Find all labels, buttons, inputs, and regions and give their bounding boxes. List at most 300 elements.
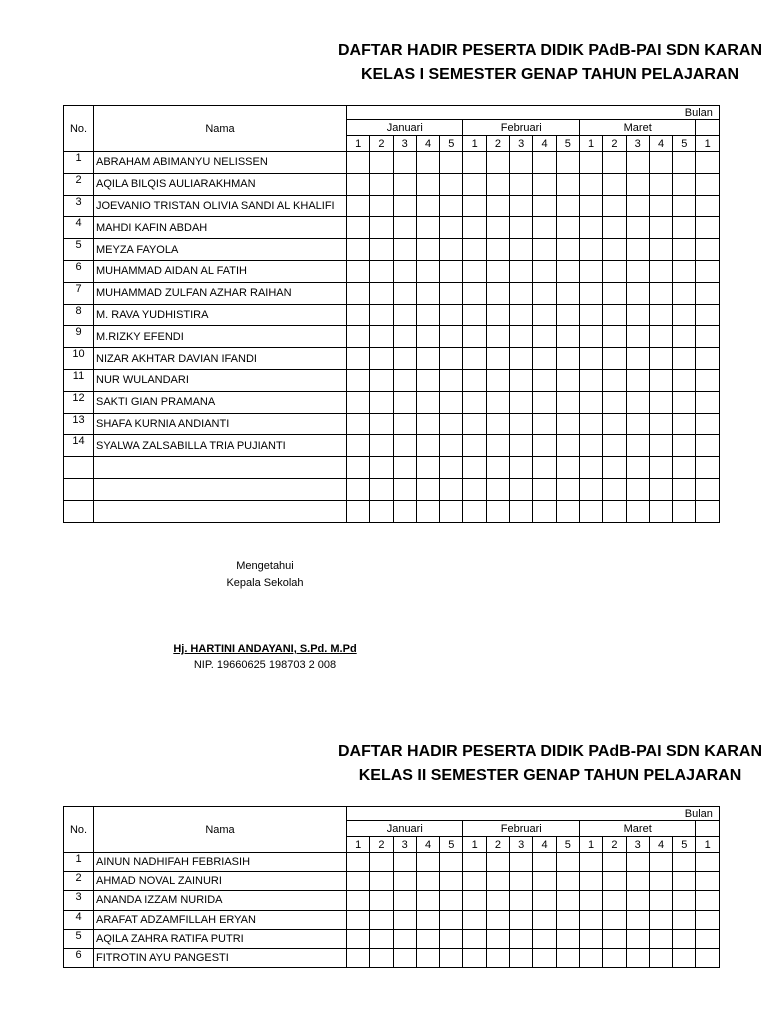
attendance-cell <box>416 304 439 326</box>
day-header: 3 <box>393 837 416 853</box>
student-number: 5 <box>64 929 94 948</box>
attendance-cell <box>556 217 579 239</box>
student-row <box>64 152 720 174</box>
attendance-cell <box>393 326 416 348</box>
attendance-cell <box>603 304 626 326</box>
attendance-cell <box>649 457 672 479</box>
attendance-cell <box>626 369 649 391</box>
attendance-cell <box>556 910 579 929</box>
attendance-cell <box>696 260 719 282</box>
attendance-cell <box>603 891 626 910</box>
attendance-cell <box>696 369 719 391</box>
attendance-cell <box>510 304 533 326</box>
attendance-cell <box>649 910 672 929</box>
attendance-cell <box>696 217 719 239</box>
attendance-cell <box>649 152 672 174</box>
attendance-cell <box>370 500 393 522</box>
attendance-cell <box>603 391 626 413</box>
attendance-cell <box>673 195 696 217</box>
attendance-cell <box>533 500 556 522</box>
attendance-cell <box>533 413 556 435</box>
attendance-cell <box>556 478 579 500</box>
attendance-cell <box>486 910 509 929</box>
attendance-cell <box>463 910 486 929</box>
attendance-cell <box>440 929 463 948</box>
attendance-cell <box>347 478 370 500</box>
student-row <box>64 872 720 891</box>
day-header: 3 <box>510 837 533 853</box>
attendance-cell <box>416 910 439 929</box>
attendance-cell <box>673 929 696 948</box>
attendance-cell <box>603 929 626 948</box>
attendance-cell <box>347 282 370 304</box>
attendance-cell <box>463 948 486 967</box>
sheet1-title-line1: DAFTAR HADIR PESERTA DIDIK PAdB-PAI SDN KARAN <box>338 42 762 59</box>
attendance-cell <box>393 929 416 948</box>
attendance-table-kelas-2 <box>63 806 720 968</box>
attendance-cell <box>533 929 556 948</box>
attendance-cell <box>533 369 556 391</box>
attendance-cell <box>626 457 649 479</box>
attendance-cell <box>696 391 719 413</box>
attendance-cell <box>533 891 556 910</box>
student-number: 12 <box>64 391 94 413</box>
attendance-cell <box>440 326 463 348</box>
student-number: 6 <box>64 948 94 967</box>
attendance-cell <box>556 282 579 304</box>
attendance-cell <box>393 282 416 304</box>
attendance-cell <box>486 239 509 261</box>
attendance-cell <box>416 260 439 282</box>
attendance-cell <box>370 239 393 261</box>
attendance-cell <box>556 260 579 282</box>
attendance-cell <box>579 282 602 304</box>
student-row <box>64 910 720 929</box>
attendance-cell <box>416 478 439 500</box>
attendance-cell <box>649 217 672 239</box>
attendance-cell <box>510 891 533 910</box>
nama-column-header: Nama <box>94 807 347 853</box>
attendance-cell <box>370 413 393 435</box>
attendance-cell <box>393 500 416 522</box>
attendance-cell <box>579 435 602 457</box>
attendance-cell <box>347 217 370 239</box>
attendance-cell <box>416 239 439 261</box>
attendance-cell <box>440 872 463 891</box>
attendance-cell <box>603 872 626 891</box>
day-header: 1 <box>347 837 370 853</box>
attendance-cell <box>579 217 602 239</box>
attendance-cell <box>486 478 509 500</box>
attendance-cell <box>347 239 370 261</box>
attendance-cell <box>533 348 556 370</box>
attendance-cell <box>416 853 439 872</box>
student-row <box>64 217 720 239</box>
student-row <box>64 369 720 391</box>
attendance-cell <box>603 217 626 239</box>
attendance-cell <box>486 872 509 891</box>
day-header: 5 <box>440 837 463 853</box>
attendance-cell <box>556 173 579 195</box>
attendance-cell <box>533 195 556 217</box>
attendance-cell <box>486 369 509 391</box>
attendance-cell <box>696 457 719 479</box>
attendance-cell <box>393 239 416 261</box>
student-name: AHMAD NOVAL ZAINURI <box>94 872 347 891</box>
student-number: 9 <box>64 326 94 348</box>
attendance-cell <box>463 891 486 910</box>
attendance-cell <box>673 500 696 522</box>
student-number: 2 <box>64 872 94 891</box>
attendance-cell <box>673 948 696 967</box>
attendance-cell <box>486 173 509 195</box>
attendance-cell <box>393 435 416 457</box>
attendance-cell <box>696 348 719 370</box>
attendance-cell <box>370 457 393 479</box>
attendance-cell <box>370 195 393 217</box>
attendance-cell <box>603 369 626 391</box>
attendance-cell <box>579 239 602 261</box>
attendance-cell <box>347 500 370 522</box>
day-header: 2 <box>603 837 626 853</box>
attendance-cell <box>579 152 602 174</box>
bulan-header: Bulan <box>347 106 720 120</box>
attendance-cell <box>486 348 509 370</box>
student-row <box>64 435 720 457</box>
attendance-cell <box>533 239 556 261</box>
student-number: 14 <box>64 435 94 457</box>
attendance-cell <box>696 872 719 891</box>
attendance-cell <box>416 195 439 217</box>
attendance-cell <box>416 282 439 304</box>
attendance-cell <box>649 304 672 326</box>
attendance-cell <box>347 853 370 872</box>
no-column-header: No. <box>64 807 94 853</box>
attendance-cell <box>347 173 370 195</box>
attendance-cell <box>347 413 370 435</box>
attendance-cell <box>626 282 649 304</box>
attendance-cell <box>463 369 486 391</box>
attendance-cell <box>649 348 672 370</box>
student-row <box>64 478 720 500</box>
attendance-cell <box>347 304 370 326</box>
attendance-cell <box>486 891 509 910</box>
attendance-cell <box>463 348 486 370</box>
attendance-cell <box>440 348 463 370</box>
attendance-cell <box>486 413 509 435</box>
attendance-cell <box>486 435 509 457</box>
attendance-cell <box>416 173 439 195</box>
attendance-cell <box>603 260 626 282</box>
attendance-cell <box>579 348 602 370</box>
attendance-cell <box>370 369 393 391</box>
attendance-cell <box>463 478 486 500</box>
student-number: 8 <box>64 304 94 326</box>
month-header-blank <box>696 120 719 136</box>
attendance-cell <box>440 304 463 326</box>
attendance-cell <box>510 929 533 948</box>
attendance-cell <box>370 478 393 500</box>
attendance-cell <box>673 413 696 435</box>
attendance-cell <box>463 435 486 457</box>
attendance-cell <box>463 326 486 348</box>
attendance-cell <box>603 910 626 929</box>
attendance-cell <box>416 152 439 174</box>
attendance-cell <box>696 929 719 948</box>
attendance-cell <box>370 853 393 872</box>
attendance-cell <box>393 478 416 500</box>
attendance-cell <box>510 369 533 391</box>
attendance-cell <box>533 260 556 282</box>
attendance-cell <box>440 910 463 929</box>
attendance-cell <box>533 173 556 195</box>
attendance-cell <box>579 195 602 217</box>
attendance-cell <box>393 348 416 370</box>
attendance-cell <box>440 217 463 239</box>
day-header: 4 <box>533 136 556 152</box>
attendance-cell <box>347 260 370 282</box>
attendance-cell <box>463 304 486 326</box>
attendance-cell <box>696 195 719 217</box>
attendance-cell <box>510 391 533 413</box>
day-header: 5 <box>673 837 696 853</box>
attendance-cell <box>696 152 719 174</box>
attendance-cell <box>696 413 719 435</box>
student-name: SYALWA ZALSABILLA TRIA PUJIANTI <box>94 435 347 457</box>
attendance-cell <box>533 478 556 500</box>
attendance-cell <box>556 853 579 872</box>
attendance-cell <box>626 239 649 261</box>
attendance-cell <box>393 872 416 891</box>
attendance-cell <box>510 457 533 479</box>
attendance-cell <box>603 326 626 348</box>
attendance-cell <box>626 173 649 195</box>
student-name: AQILA ZAHRA RATIFA PUTRI <box>94 929 347 948</box>
month-header: Januari <box>347 821 463 837</box>
attendance-cell <box>347 891 370 910</box>
attendance-cell <box>510 152 533 174</box>
student-name: ANANDA IZZAM NURIDA <box>94 891 347 910</box>
attendance-cell <box>673 910 696 929</box>
student-number: 1 <box>64 853 94 872</box>
attendance-cell <box>393 152 416 174</box>
attendance-cell <box>463 173 486 195</box>
student-row <box>64 391 720 413</box>
student-row <box>64 239 720 261</box>
student-number <box>64 478 94 500</box>
attendance-cell <box>579 369 602 391</box>
student-name: MAHDI KAFIN ABDAH <box>94 217 347 239</box>
attendance-cell <box>673 173 696 195</box>
student-name: JOEVANIO TRISTAN OLIVIA SANDI AL KHALIFI <box>94 195 347 217</box>
attendance-cell <box>696 910 719 929</box>
attendance-cell <box>603 195 626 217</box>
attendance-cell <box>626 910 649 929</box>
attendance-cell <box>486 500 509 522</box>
attendance-cell <box>696 173 719 195</box>
attendance-cell <box>510 217 533 239</box>
student-row <box>64 304 720 326</box>
attendance-cell <box>626 500 649 522</box>
attendance-cell <box>440 853 463 872</box>
student-name: ARAFAT ADZAMFILLAH ERYAN <box>94 910 347 929</box>
attendance-cell <box>673 304 696 326</box>
student-row <box>64 948 720 967</box>
attendance-cell <box>463 239 486 261</box>
day-header: 1 <box>463 837 486 853</box>
attendance-cell <box>370 348 393 370</box>
day-header: 2 <box>603 136 626 152</box>
day-header: 5 <box>440 136 463 152</box>
attendance-cell <box>347 348 370 370</box>
attendance-cell <box>579 891 602 910</box>
attendance-cell <box>416 872 439 891</box>
attendance-table-kelas-1 <box>63 105 720 523</box>
attendance-cell <box>463 391 486 413</box>
student-name <box>94 457 347 479</box>
attendance-cell <box>579 872 602 891</box>
attendance-cell <box>510 435 533 457</box>
attendance-cell <box>393 413 416 435</box>
attendance-cell <box>673 391 696 413</box>
attendance-cell <box>533 853 556 872</box>
attendance-cell <box>370 391 393 413</box>
attendance-cell <box>556 872 579 891</box>
attendance-cell <box>510 910 533 929</box>
attendance-cell <box>649 173 672 195</box>
attendance-cell <box>649 413 672 435</box>
attendance-cell <box>626 326 649 348</box>
attendance-cell <box>370 929 393 948</box>
attendance-cell <box>416 891 439 910</box>
attendance-cell <box>440 435 463 457</box>
attendance-cell <box>510 195 533 217</box>
day-header: 3 <box>626 136 649 152</box>
day-header: 3 <box>510 136 533 152</box>
student-name: FITROTIN AYU PANGESTI <box>94 948 347 967</box>
day-header: 1 <box>579 837 602 853</box>
day-header: 4 <box>649 136 672 152</box>
attendance-cell <box>486 260 509 282</box>
attendance-cell <box>579 478 602 500</box>
student-number: 1 <box>64 152 94 174</box>
attendance-cell <box>393 304 416 326</box>
attendance-cell <box>649 195 672 217</box>
attendance-cell <box>486 152 509 174</box>
attendance-cell <box>649 478 672 500</box>
day-header: 1 <box>696 136 719 152</box>
month-header-blank <box>696 821 719 837</box>
attendance-cell <box>626 948 649 967</box>
attendance-cell <box>533 435 556 457</box>
attendance-cell <box>673 891 696 910</box>
student-row <box>64 260 720 282</box>
attendance-cell <box>370 282 393 304</box>
attendance-cell <box>579 910 602 929</box>
attendance-cell <box>673 872 696 891</box>
attendance-cell <box>579 929 602 948</box>
day-header: 1 <box>696 837 719 853</box>
attendance-cell <box>626 853 649 872</box>
attendance-cell <box>579 853 602 872</box>
attendance-cell <box>440 457 463 479</box>
attendance-cell <box>556 948 579 967</box>
attendance-cell <box>649 872 672 891</box>
attendance-cell <box>510 348 533 370</box>
attendance-cell <box>393 853 416 872</box>
attendance-cell <box>556 239 579 261</box>
attendance-cell <box>603 152 626 174</box>
attendance-cell <box>673 348 696 370</box>
student-number: 6 <box>64 260 94 282</box>
attendance-cell <box>463 282 486 304</box>
student-name: NUR WULANDARI <box>94 369 347 391</box>
attendance-cell <box>556 391 579 413</box>
day-header: 3 <box>626 837 649 853</box>
attendance-cell <box>649 435 672 457</box>
attendance-cell <box>370 891 393 910</box>
sheet2-title-line1: DAFTAR HADIR PESERTA DIDIK PAdB-PAI SDN KARAN <box>338 743 762 760</box>
attendance-cell <box>486 282 509 304</box>
attendance-cell <box>486 457 509 479</box>
student-row <box>64 326 720 348</box>
attendance-cell <box>347 929 370 948</box>
attendance-cell <box>626 348 649 370</box>
attendance-cell <box>510 500 533 522</box>
attendance-cell <box>626 195 649 217</box>
attendance-cell <box>347 195 370 217</box>
attendance-cell <box>626 478 649 500</box>
attendance-cell <box>416 326 439 348</box>
attendance-cell <box>579 948 602 967</box>
attendance-cell <box>393 195 416 217</box>
attendance-cell <box>556 891 579 910</box>
day-header: 1 <box>347 136 370 152</box>
student-number: 3 <box>64 891 94 910</box>
attendance-cell <box>579 500 602 522</box>
day-header: 4 <box>533 837 556 853</box>
month-header: Februari <box>463 120 579 136</box>
attendance-cell <box>533 391 556 413</box>
attendance-cell <box>626 872 649 891</box>
attendance-cell <box>556 304 579 326</box>
day-header: 4 <box>416 837 439 853</box>
attendance-cell <box>649 326 672 348</box>
student-name: AINUN NADHIFAH FEBRIASIH <box>94 853 347 872</box>
day-header: 5 <box>556 136 579 152</box>
attendance-cell <box>626 891 649 910</box>
attendance-cell <box>533 217 556 239</box>
attendance-cell <box>440 891 463 910</box>
attendance-cell <box>393 173 416 195</box>
day-header: 2 <box>486 837 509 853</box>
bulan-header: Bulan <box>347 807 720 821</box>
attendance-cell <box>440 239 463 261</box>
attendance-cell <box>603 500 626 522</box>
attendance-cell <box>510 326 533 348</box>
attendance-cell <box>463 195 486 217</box>
attendance-cell <box>533 152 556 174</box>
attendance-cell <box>649 282 672 304</box>
attendance-cell <box>463 500 486 522</box>
attendance-cell <box>510 478 533 500</box>
attendance-cell <box>673 435 696 457</box>
attendance-cell <box>649 853 672 872</box>
attendance-cell <box>370 872 393 891</box>
attendance-cell <box>463 457 486 479</box>
day-header: 1 <box>463 136 486 152</box>
attendance-cell <box>579 260 602 282</box>
